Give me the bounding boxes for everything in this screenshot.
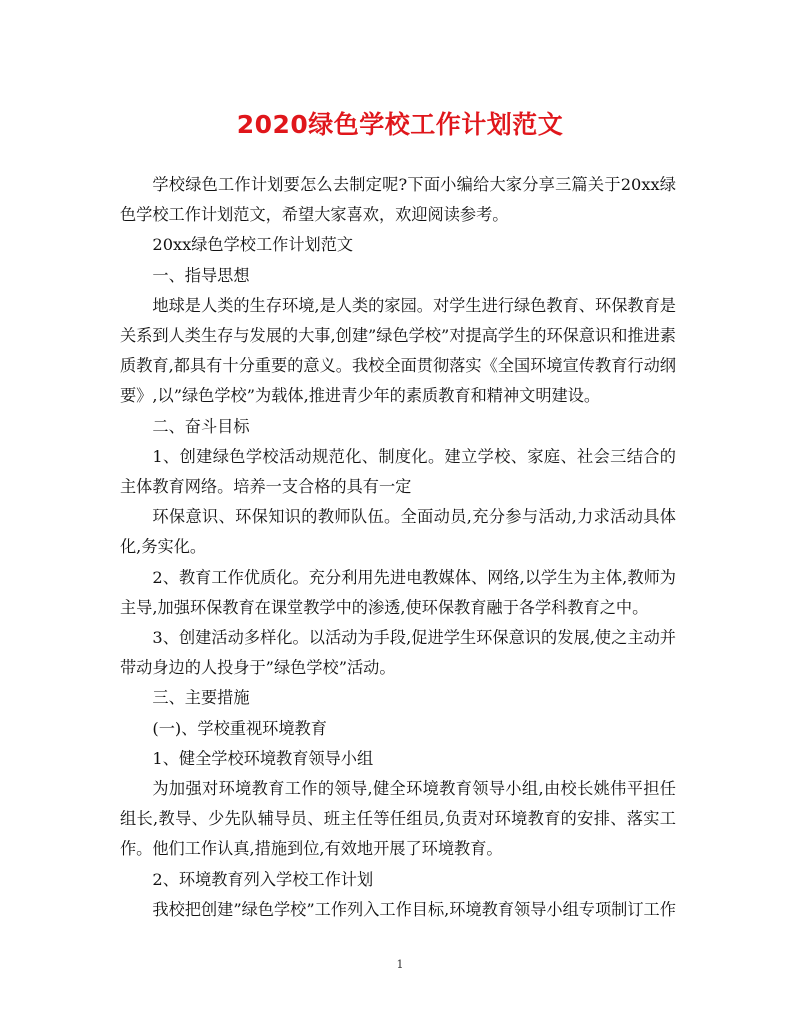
paragraph-goal-3: 3、创建活动多样化。以活动为手段,促进学生环保意识的发展,使之主动并带动身边的人投身于”绿色学校”活动。 bbox=[120, 628, 676, 678]
item-leadership-group: 1、健全学校环境教育领导小组 bbox=[152, 748, 374, 768]
paragraph-goal-1-cont: 环保意识、环保知识的教师队伍。全面动员,充分参与活动,力求活动具体化,务实化。 bbox=[120, 507, 676, 557]
paragraph-leadership-group: 为加强对环境教育工作的领导,健全环境教育领导小组,由校长姚伟平担任组长,教导、少先队辅导员、班主任等任组员,负责对环境教育的安排、落实工作。他们工作认真,措施到位,有效地开展了环境教育。 bbox=[120, 779, 676, 859]
paragraph-guiding-thought: 地球是人类的生存环境,是人类的家园。对学生进行绿色教育、环保教育是关系到人类生存与发展的大事,创建”绿色学校”对提高学生的环保意识和推进素质教育,都具有十分重要的意义。我校全面贯彻落实《全国环境宣传教育行动纲要》,以”绿色学校”为载体,推进青少年的素质教育和精神文明建设。 bbox=[120, 295, 676, 406]
item-work-plan: 2、环境教育列入学校工作计划 bbox=[152, 869, 374, 889]
document-body bbox=[120, 170, 676, 925]
paragraph-subtitle: 20xx绿色学校工作计划范文 bbox=[152, 235, 354, 255]
heading-measures: 三、主要措施 bbox=[152, 688, 250, 708]
paragraph-goal-1: 1、创建绿色学校活动规范化、制度化。建立学校、家庭、社会三结合的主体教育网络。培养一支合格的具有一定 bbox=[120, 446, 676, 497]
heading-goals: 二、奋斗目标 bbox=[152, 416, 250, 436]
document-title: 2020绿色学校工作计划范文 bbox=[236, 110, 564, 139]
paragraph-work-plan: 我校把创建”绿色学校”工作列入工作目标,环境教育领导小组专项制订工作 bbox=[152, 899, 676, 919]
heading-guiding-thought: 一、指导思想 bbox=[152, 265, 250, 285]
paragraph-intro: 学校绿色工作计划要怎么去制定呢?下面小编给大家分享三篇关于20xx绿色学校工作计划范文，希望大家喜欢，欢迎阅读参考。 bbox=[120, 175, 676, 225]
subheading-school-emphasis: (一)、学校重视环境教育 bbox=[152, 718, 327, 738]
paragraph-goal-2: 2、教育工作优质化。充分利用先进电教媒体、网络,以学生为主体,教师为主导,加强环保教育在课堂教学中的渗透,使环保教育融于各学科教育之中。 bbox=[120, 567, 676, 617]
page-number: 1 bbox=[396, 958, 404, 971]
